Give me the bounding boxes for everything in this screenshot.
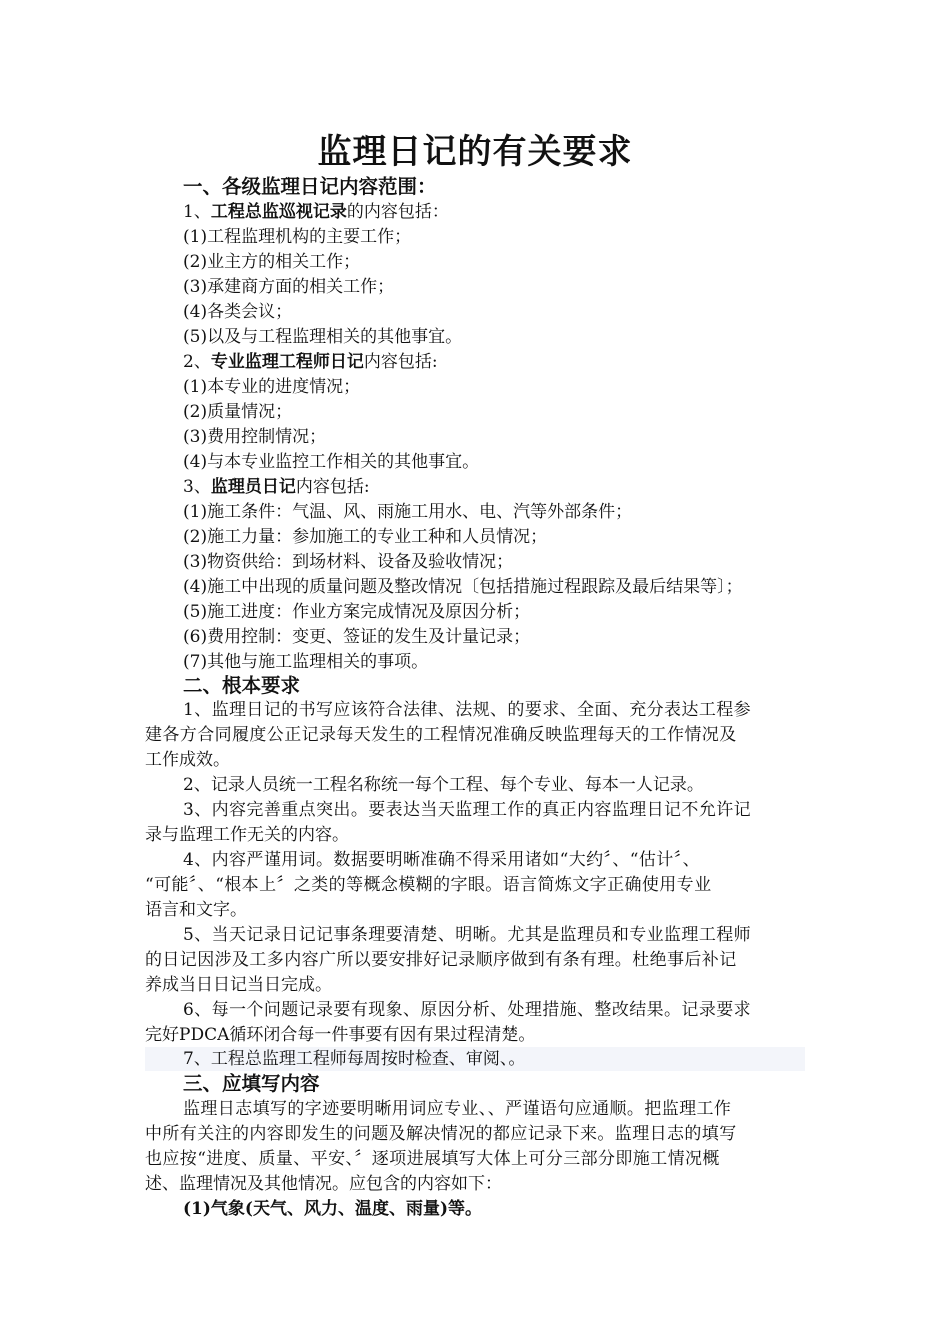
section3-item1: (1)气象(天气、风力、温度、雨量)等。 <box>183 1199 483 1219</box>
paragraph-line: 养成当日日记当日完成。 <box>145 975 332 995</box>
paragraph-line: 3、内容完善重点突出。要表达当天监理工作的真正内容监理日记不允许记 <box>183 800 752 820</box>
item-emphasis: 工程总监巡视记录 <box>210 202 347 222</box>
paragraph-line: 述、监理情况及其他情况。应包含的内容如下： <box>145 1174 502 1194</box>
paragraph-line: 7、工程总监理工程师每周按时检查、审阅、。 <box>145 1047 805 1071</box>
section2-heading: 二、根本要求 <box>183 674 301 697</box>
section1-item3 <box>183 475 370 499</box>
list-item: (7)其他与施工监理相关的事项。 <box>183 652 429 672</box>
paragraph-line: 1、监理日记的书写应该符合法律、法规、的要求、全面、充分表达工程参 <box>183 700 752 720</box>
paragraph-line: “可能〞、“根本上〞之类的等概念模糊的字眼。语言简炼文字正确使用专业 <box>145 875 712 895</box>
paragraph-line: 2、记录人员统一工程名称统一每个工程、每个专业、每本一人记录。 <box>183 775 704 795</box>
section1-item2 <box>183 350 438 374</box>
item-text: 的内容包括： <box>346 202 449 222</box>
paragraph-line: 工作成效。 <box>145 750 230 770</box>
paragraph-line: 建各方合同履度公正记录每天发生的工程情况准确反映监理每天的工作情况及 <box>145 725 737 745</box>
paragraph-line: 6、每一个问题记录要有现象、原因分析、处理措施、整改结果。记录要求 <box>183 1000 752 1020</box>
item-emphasis: 监理员日记 <box>210 477 296 497</box>
list-item: (1)工程监理机构的主要工作； <box>183 227 412 247</box>
item-number: 2、 <box>183 352 211 372</box>
list-item: (5)施工进度：作业方案完成情况及原因分析； <box>183 602 531 622</box>
paragraph-line: 录与监理工作无关的内容。 <box>145 825 349 845</box>
list-item: (2)业主方的相关工作； <box>183 252 361 272</box>
item-number: 3、 <box>183 477 211 497</box>
list-item: (4)各类会议； <box>183 302 293 322</box>
list-item: (4)与本专业监控工作相关的其他事宜。 <box>183 452 480 472</box>
document-title: 监理日记的有关要求 <box>317 132 633 172</box>
paragraph-line: 语言和文字。 <box>145 900 247 920</box>
item-number: 1、 <box>183 202 211 222</box>
item-emphasis: 专业监理工程师日记 <box>210 352 364 372</box>
list-item: (6)费用控制：变更、签证的发生及计量记录； <box>183 627 531 647</box>
list-item: (3)物资供给：到场材料、设备及验收情况； <box>183 552 514 572</box>
list-item: (1)施工条件：气温、风、雨施工用水、电、汽等外部条件； <box>183 502 633 522</box>
paragraph-line: 监理日志填写的字迹要明晰用词应专业、、严谨语句应通顺。把监理工作 <box>183 1099 732 1119</box>
list-item: (5)以及与工程监理相关的其他事宜。 <box>183 327 463 347</box>
paragraph-line: 5、当天记录日记记事条理要清楚、明晰。尤其是监理员和专业监理工程师 <box>183 925 752 945</box>
paragraph-line: 也应按“进度、质量、平安、〞逐项进展填写大体上可分三部分即施工情况概 <box>145 1149 720 1169</box>
paragraph-line: 中所有关注的内容即发生的问题及解决情况的都应记录下来。监理日志的填写 <box>145 1124 737 1144</box>
paragraph-line: 的日记因涉及工多内容广所以要安排好记录顺序做到有条有理。杜绝事后补记 <box>145 950 737 970</box>
section1-item1 <box>183 200 449 224</box>
list-item: (2)施工力量：参加施工的专业工种和人员情况； <box>183 527 548 547</box>
section1-heading: 一、各级监理日记内容范围： <box>183 175 437 198</box>
paragraph-line: 完好PDCA循环闭合每一件事要有因有果过程清楚。 <box>145 1025 536 1045</box>
section3-heading: 三、应填写内容 <box>183 1072 320 1095</box>
item-text: 内容包括: <box>363 352 438 372</box>
list-item: (3)费用控制情况； <box>183 427 327 447</box>
list-item: (1)本专业的进度情况； <box>183 377 361 397</box>
list-item: (2)质量情况； <box>183 402 293 422</box>
paragraph-line: 4、内容严谨用词。数据要明晰准确不得采用诸如“大约〞、“估计〞、 <box>183 850 700 870</box>
list-item: (4)施工中出现的质量问题及整改情况〔包括措施过程跟踪及最后结果等〕； <box>183 577 743 597</box>
item-text: 内容包括: <box>295 477 370 497</box>
list-item: (3)承建商方面的相关工作； <box>183 277 395 297</box>
